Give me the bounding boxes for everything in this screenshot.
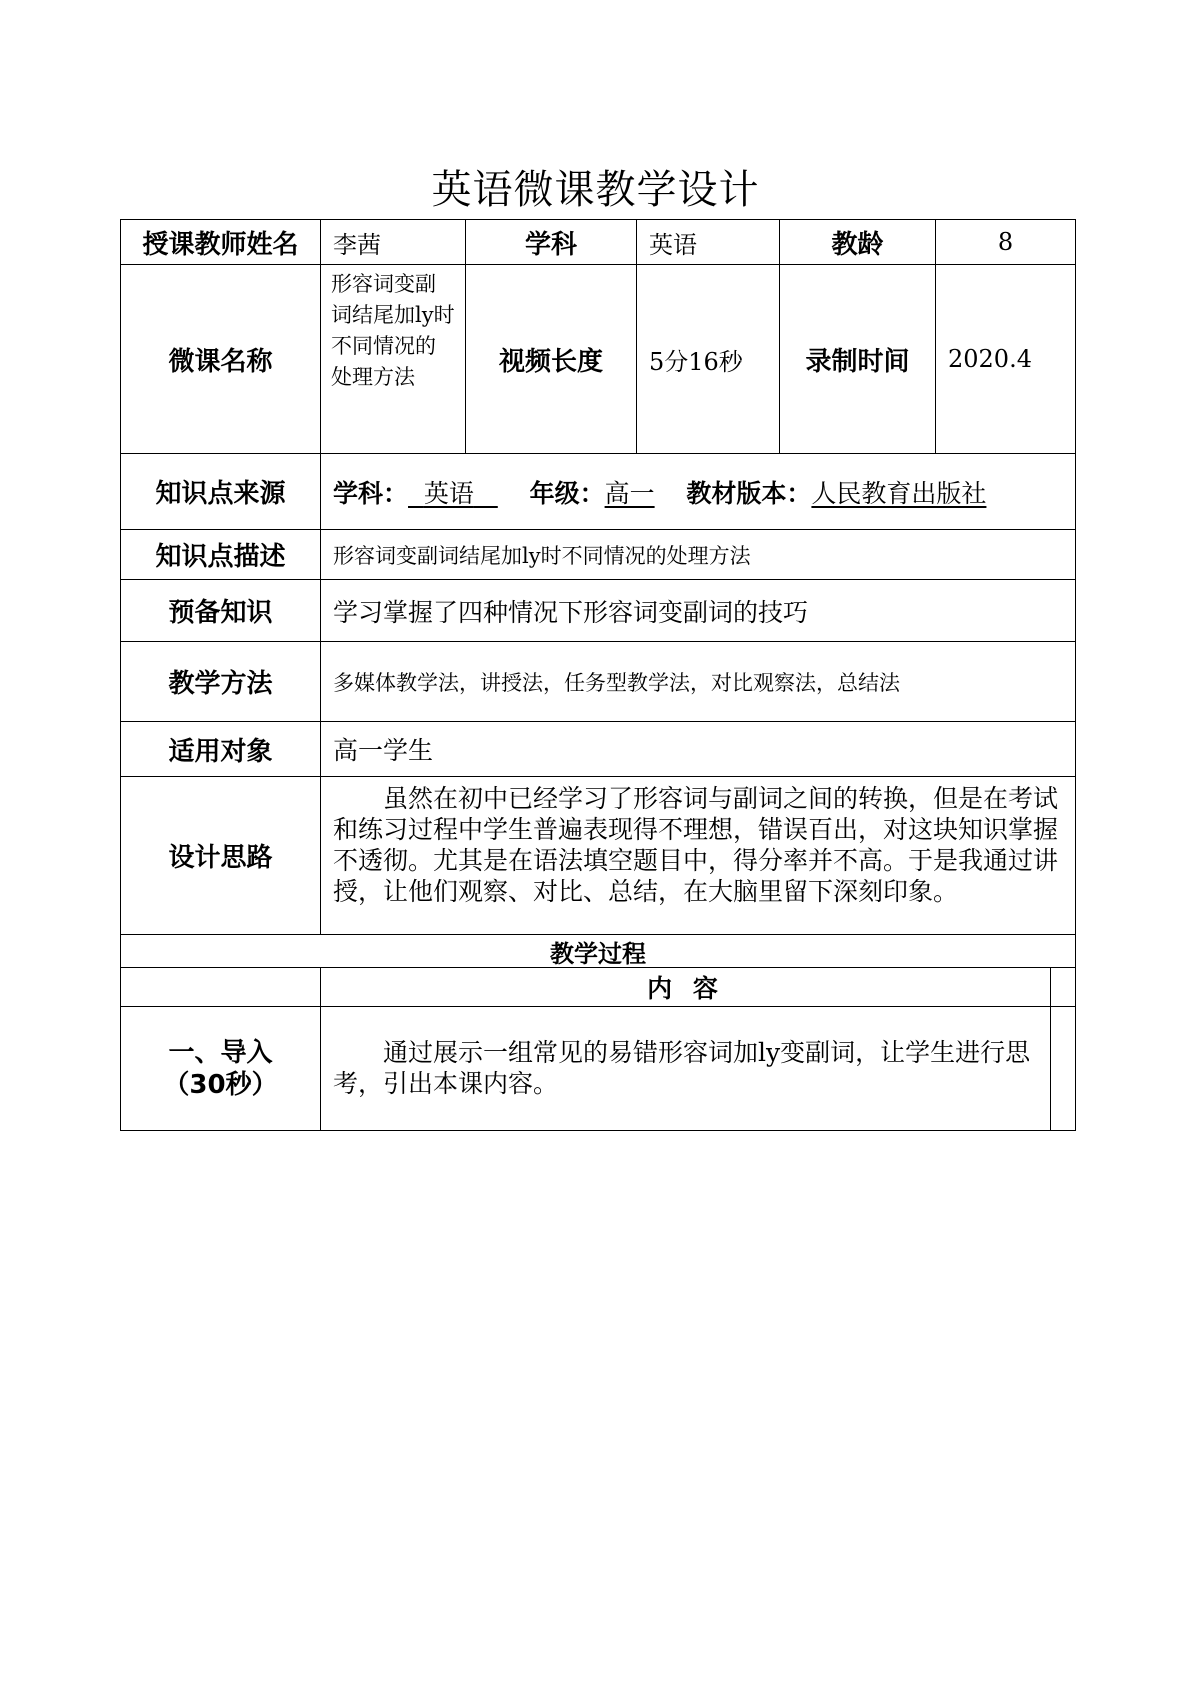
step1-label-line1: 一、导入 [168,1037,273,1068]
source-grade-key: 年级： [529,478,605,508]
source-edition-key: 教材版本： [686,478,812,508]
audience-label: 适用对象 [120,721,321,777]
description-value: 形容词变副词结尾加ly时不同情况的处理方法 [320,529,1076,580]
step1-label-line2: （30秒） [163,1069,278,1100]
design-value: 虽然在初中已经学习了形容词与副词之间的转换，但是在考试和练习过程中学生普遍表现得不理想，错误百出，对这块知识掌握不透彻。尤其是在语法填空题目中，得分率并不高。于是我通过讲授，让他们观察、对比、总结，在大脑里留下深刻印象。 [320,776,1076,935]
methods-label: 教学方法 [120,641,321,722]
source-grade-value: 高一 [604,478,655,508]
length-value: 5分16秒 [636,264,780,454]
length-label: 视频长度 [465,264,637,454]
source-edition-value: 人民教育出版社 [811,478,987,508]
design-label: 设计思路 [120,776,321,935]
prerequisite-label: 预备知识 [120,579,321,642]
step1-label [120,1006,321,1131]
years-label: 教龄 [779,219,936,265]
years-value: 8 [935,219,1076,265]
subject-label: 学科 [465,219,637,265]
record-value: 2020.4 [935,264,1076,454]
source-subject-key: 学科： [333,478,409,508]
teacher-value: 李茜 [320,219,466,265]
process-empty-right [1050,967,1076,1007]
source-subject-value: 英语 [423,478,474,508]
methods-value: 多媒体教学法，讲授法，任务型教学法，对比观察法，总结法 [320,641,1076,722]
course-value: 形容词变副词结尾加ly时不同情况的处理方法 [320,264,466,454]
course-label: 微课名称 [120,264,321,454]
process-header: 教学过程 [120,934,1076,968]
teacher-label: 授课教师姓名 [120,219,321,265]
prerequisite-value: 学习掌握了四种情况下形容词变副词的技巧 [320,579,1076,642]
step1-content: 通过展示一组常见的易错形容词加ly变副词，让学生进行思考，引出本课内容。 [320,1006,1051,1131]
source-value [320,453,1076,530]
process-empty-left [120,967,321,1007]
step1-empty-right [1050,1006,1076,1131]
record-label: 录制时间 [779,264,936,454]
source-label: 知识点来源 [120,453,321,530]
content-header: 内 容 [320,967,1051,1007]
page-title: 英语微课教学设计 [431,167,760,213]
description-label: 知识点描述 [120,529,321,580]
audience-value: 高一学生 [320,721,1076,777]
subject-value: 英语 [636,219,780,265]
